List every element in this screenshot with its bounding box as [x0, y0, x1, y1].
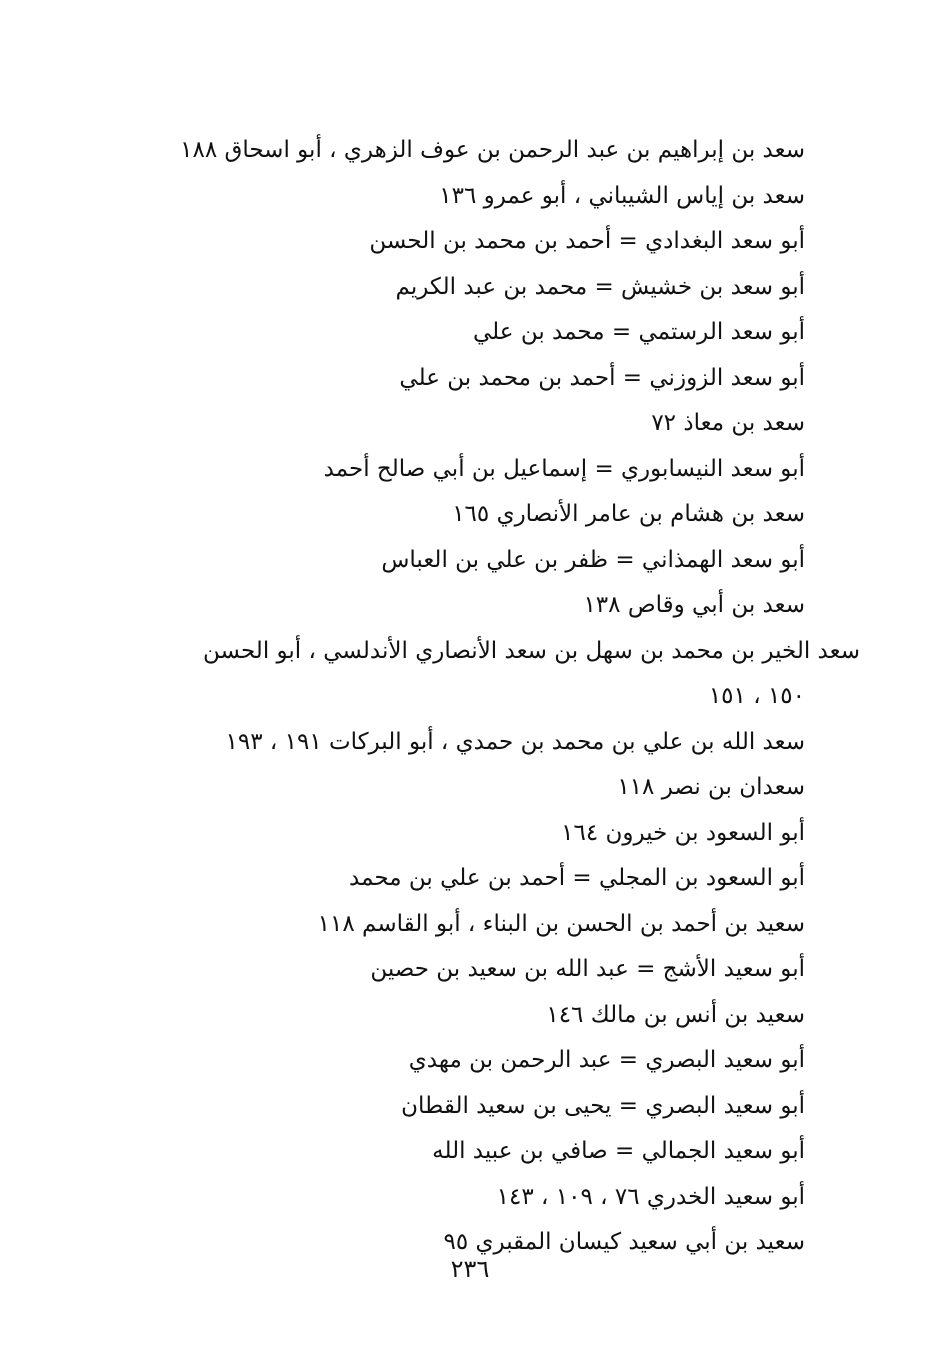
page-number: ٢٣٦: [450, 1255, 490, 1283]
index-entry: أبو سعد الهمذاني = ظفر بن علي بن العباس: [381, 546, 805, 573]
index-entry: سعد الخير بن محمد بن سهل بن سعد الأنصاري الأندلسي ، أبو الحسن: [202, 637, 860, 664]
index-entry-continuation: ١٥٠ ، ١٥١: [708, 683, 805, 709]
index-entry: سعدان بن نصر ١١٨: [617, 774, 805, 800]
index-entry: أبو السعود بن خيرون ١٦٤: [561, 819, 805, 846]
index-entries-list: [65, 128, 860, 1266]
index-entry: أبو سعد النيسابوري = إسماعيل بن أبي صالح أحمد: [323, 455, 805, 482]
index-entry: سعيد بن أنس بن مالك ١٤٦: [546, 1001, 805, 1028]
index-entry: سعد بن إبراهيم بن عبد الرحمن بن عوف الزهري ، أبو اسحاق ١٨٨: [180, 137, 805, 163]
index-entry: أبو سعيد الجمالي = صافي بن عبيد الله: [432, 1138, 805, 1164]
index-entry: أبو سعيد الأشج = عبد الله بن سعيد بن حصين: [370, 956, 805, 982]
index-entry: أبو سعيد البصري = يحيى بن سعيد القطان: [401, 1092, 805, 1119]
index-entry: سعد بن هشام بن عامر الأنصاري ١٦٥: [452, 501, 805, 527]
index-entry: أبو سعد البغدادي = أحمد بن محمد بن الحسن: [369, 228, 805, 254]
index-entry: أبو السعود بن المجلي = أحمد بن علي بن محمد: [349, 865, 805, 891]
index-entry: أبو سعيد البصري = عبد الرحمن بن مهدي: [408, 1047, 805, 1073]
index-entry: أبو سعيد الخدري ٧٦ ، ١٠٩ ، ١٤٣: [496, 1183, 805, 1210]
index-entry: سعيد بن أحمد بن الحسن بن البناء ، أبو القاسم ١١٨: [317, 910, 805, 937]
index-entry: أبو سعد بن خشيش = محمد بن عبد الكريم: [395, 273, 805, 300]
index-entry: أبو سعد الزوزني = أحمد بن محمد بن علي: [399, 364, 805, 391]
index-entry: سعد بن أبي وقاص ١٣٨: [583, 592, 805, 618]
index-entry: سعد بن إياس الشيباني ، أبو عمرو ١٣٦: [439, 182, 805, 209]
index-entry: أبو سعد الرستمي = محمد بن علي: [473, 319, 805, 345]
index-entry: سعد الله بن علي بن محمد بن حمدي ، أبو البركات ١٩١ ، ١٩٣: [225, 728, 805, 755]
index-entry: سعد بن معاذ ٧٢: [651, 410, 805, 436]
index-entry: سعيد بن أبي سعيد كيسان المقبري ٩٥: [443, 1229, 805, 1255]
